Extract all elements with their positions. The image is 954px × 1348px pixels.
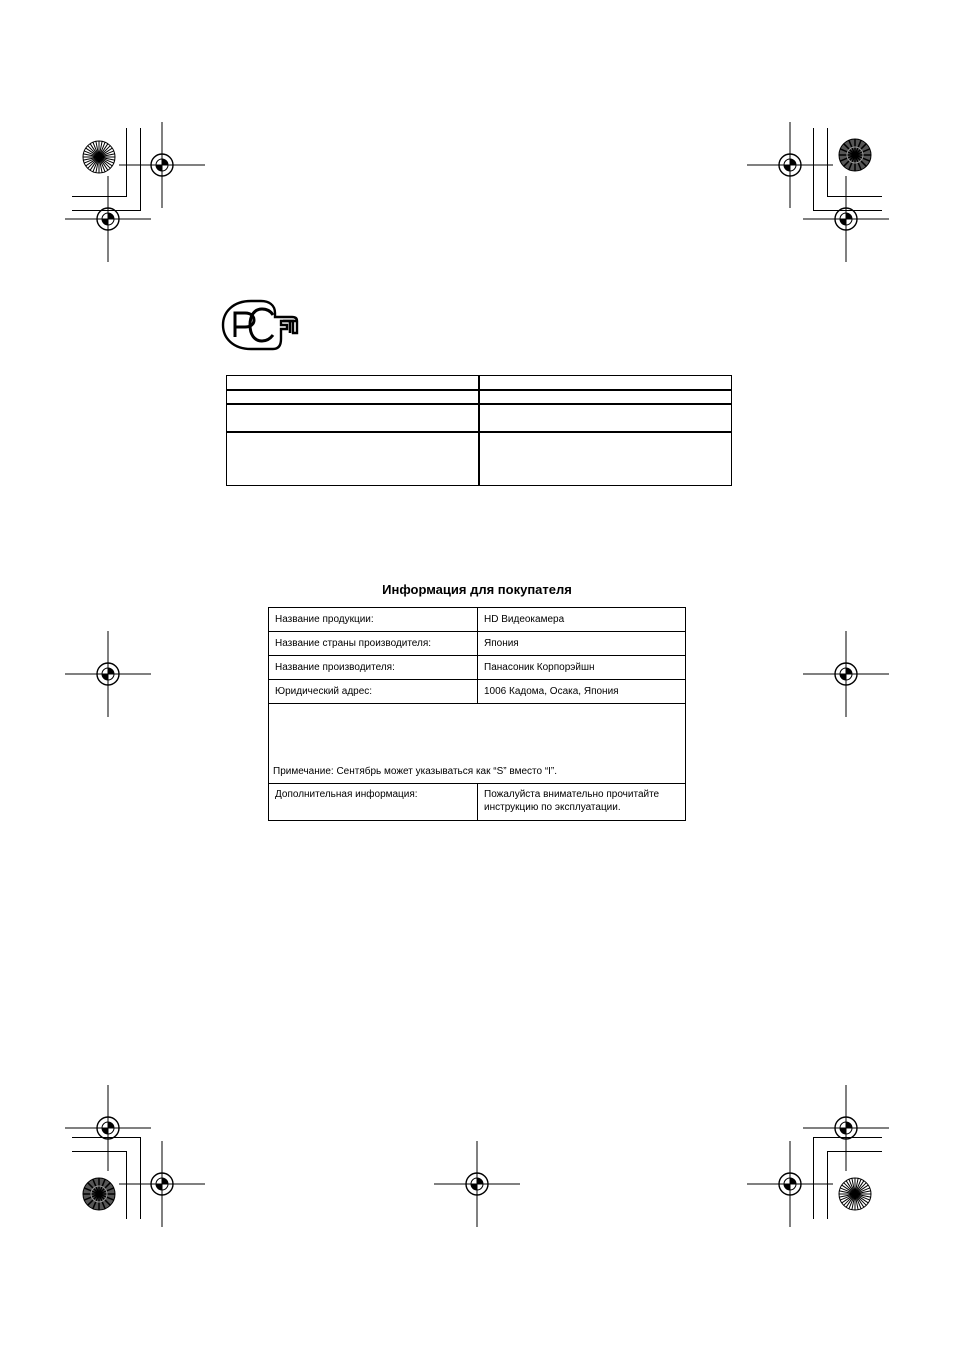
crosshair-target-icon	[434, 1141, 520, 1227]
crosshair-target-icon	[65, 631, 151, 717]
crosshair-target-icon	[119, 1141, 205, 1227]
row-label: Юридический адрес:	[269, 680, 478, 704]
crosshair-target-icon	[803, 631, 889, 717]
extra-value-line2: инструкцию по эксплуатации.	[484, 802, 621, 813]
crosshair-target-icon	[803, 1085, 889, 1171]
info-title: Информация для покупателя	[382, 582, 572, 597]
crosshair-target-icon	[65, 1085, 151, 1171]
table-row	[269, 656, 686, 680]
row-value: 1006 Кадома, Осака, Япония	[478, 680, 686, 704]
row-value: Панасоник Корпорэйшн	[478, 656, 686, 680]
crosshair-target-icon	[747, 1141, 833, 1227]
customer-info-table	[268, 607, 686, 821]
note-text: Примечание: Сентябрь может указываться как “S” вместо “I”.	[269, 704, 686, 784]
table-row	[269, 704, 686, 784]
row-label: Дополнительная информация:	[269, 784, 478, 821]
table-row	[269, 680, 686, 704]
row-value: HD Видеокамера	[478, 608, 686, 632]
table-row	[269, 632, 686, 656]
row-value: Япония	[478, 632, 686, 656]
row-label: Название продукции:	[269, 608, 478, 632]
row-label: Название производителя:	[269, 656, 478, 680]
starburst-target-icon	[83, 141, 115, 173]
crosshair-target-icon	[119, 122, 205, 208]
blank-certificate-table	[226, 375, 732, 486]
table-row	[269, 608, 686, 632]
crosshair-target-icon	[803, 176, 889, 262]
starburst-target-icon	[839, 1178, 871, 1210]
row-value	[478, 784, 686, 821]
table-row	[269, 784, 686, 821]
pct-certification-mark-icon	[221, 299, 301, 351]
extra-value-line1: Пожалуйста внимательно прочитайте	[484, 789, 660, 800]
crosshair-target-icon	[747, 122, 833, 208]
crosshair-target-icon	[65, 176, 151, 262]
starburst-target-icon	[83, 1178, 115, 1210]
row-label: Название страны производителя:	[269, 632, 478, 656]
starburst-target-icon	[839, 139, 871, 171]
